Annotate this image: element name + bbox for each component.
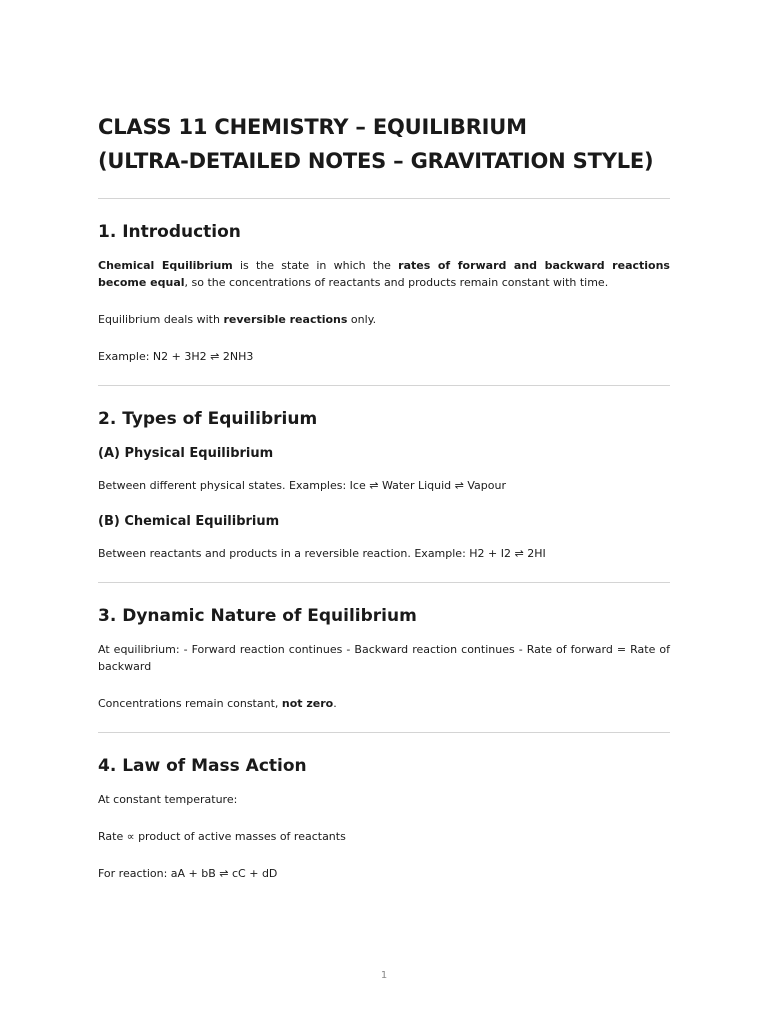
example-paragraph: Example: N2 + 3H2 ⇌ 2NH3 bbox=[98, 350, 254, 363]
section-heading-dynamic-nature: 3. Dynamic Nature of Equilibrium bbox=[98, 606, 417, 626]
document-title bbox=[98, 110, 670, 178]
emphasis-not-zero: not zero bbox=[281, 697, 334, 710]
title-line-2: (ULTRA-DETAILED NOTES – GRAVITATION STYLE) bbox=[98, 149, 654, 173]
rate-proportional-paragraph: Rate ∝ product of active masses of reactants bbox=[98, 830, 346, 843]
reaction-example-paragraph: For reaction: aA + bB ⇌ cC + dD bbox=[98, 867, 278, 880]
subheading-physical-equilibrium: (A) Physical Equilibrium bbox=[98, 446, 274, 461]
physical-equilibrium-paragraph: Between different physical states. Examples: Ice ⇌ Water Liquid ⇌ Vapour bbox=[98, 479, 506, 492]
intro-paragraph: Chemical Equilibrium is the state in which the rates of forward and backward reactions become equal, so the concentrations of reactants and products remain constant with time. bbox=[98, 259, 670, 289]
chemical-equilibrium-paragraph: Between reactants and products in a reversible reaction. Example: H2 + I2 ⇌ 2HI bbox=[98, 547, 546, 560]
document-body bbox=[98, 110, 670, 882]
dynamic-nature-paragraph: At equilibrium: - Forward reaction continues - Backward reaction continues - Rate of forward = Rate of backward bbox=[98, 643, 670, 673]
reversible-reactions-paragraph: Equilibrium deals with reversible reactions only. bbox=[98, 313, 377, 326]
section-heading-law-of-mass-action: 4. Law of Mass Action bbox=[98, 756, 307, 776]
page-number: 1 bbox=[380, 970, 388, 981]
subheading-chemical-equilibrium: (B) Chemical Equilibrium bbox=[98, 514, 280, 529]
emphasis-rates-equal: rates of forward and backward reactions become equal bbox=[98, 259, 670, 289]
title-line-1: CLASS 11 CHEMISTRY – EQUILIBRIUM bbox=[98, 115, 527, 139]
concentrations-paragraph: Concentrations remain constant, not zero. bbox=[98, 697, 337, 710]
section-heading-introduction: 1. Introduction bbox=[98, 222, 241, 242]
section-heading-types: 2. Types of Equilibrium bbox=[98, 409, 318, 429]
constant-temperature-paragraph: At constant temperature: bbox=[98, 793, 238, 806]
term-chemical-equilibrium: Chemical Equilibrium bbox=[98, 259, 233, 272]
term-reversible-reactions: reversible reactions bbox=[223, 313, 348, 326]
